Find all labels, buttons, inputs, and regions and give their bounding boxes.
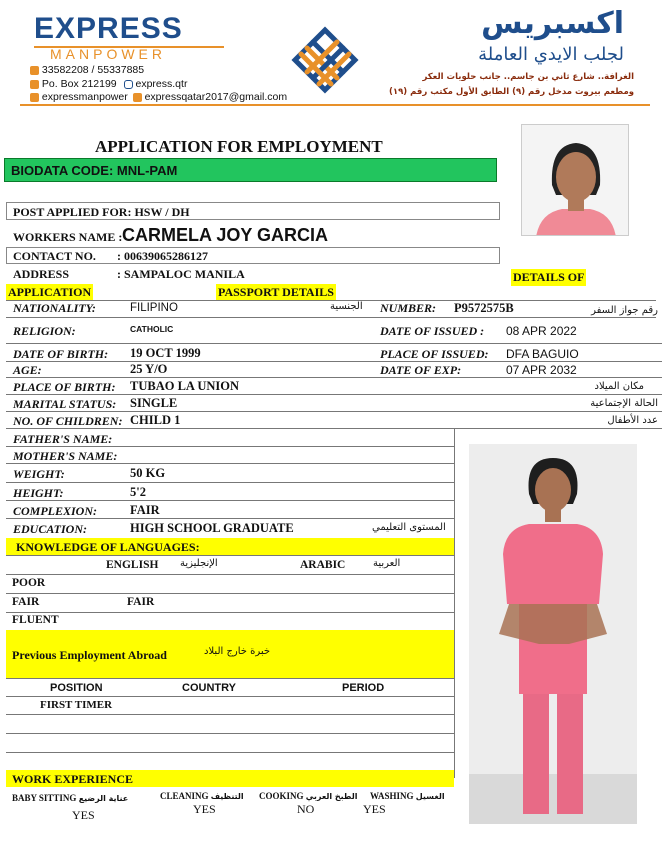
children-ar: عدد الأطفال [607,415,658,426]
pob-value: TUBAO LA UNION [130,379,240,393]
arabic-ar: العربية [373,558,401,569]
grid-line [6,593,454,594]
grid-line [6,482,454,483]
height-value: 5'2 [130,485,146,499]
brand-sub-ar: لجلب الايدي العاملة [478,44,624,65]
marital-ar: الحالة الإجتماعية [590,398,658,409]
first-timer: FIRST TIMER [40,699,113,711]
skill-babysitting-value: YES [72,808,95,822]
dob-label: DATE OF BIRTH: [13,347,109,361]
english-ar: الإنجليزية [180,558,218,569]
details-of: DETAILS OF [513,270,585,284]
date-issued-label: DATE OF ISSUED : [380,324,485,338]
application-heading: APPLICATION [8,285,92,299]
height-label: HEIGHT: [13,486,64,500]
grid-line [6,500,454,501]
pob-label: PLACE OF BIRTH: [13,380,116,394]
grid-line [6,612,454,613]
contact-pobox: Po. Box 212199 express.qtr [30,78,187,90]
form-title: APPLICATION FOR EMPLOYMENT [95,137,383,156]
complexion-value: FAIR [130,503,160,517]
col-position: POSITION [50,682,103,694]
passport-number-label: NUMBER: [380,301,437,315]
post-applied-box [6,202,500,220]
grid-line [6,361,662,362]
place-issued: DFA BAGUIO [506,347,579,361]
grid-line [454,428,455,778]
phone-icon [30,66,39,75]
languages-heading: KNOWLEDGE OF LANGUAGES: [16,540,200,554]
workers-name: CARMELA JOY GARCIA [122,225,329,245]
skill-cleaning-value: YES [193,802,216,816]
age-value: 25 Y/O [130,362,168,376]
employment-heading: Previous Employment Abroad [12,648,167,662]
grid-line [6,678,454,679]
grid-line [6,714,454,715]
grid-line [6,733,454,734]
mother-label: MOTHER'S NAME: [13,449,118,463]
date-issued: 08 APR 2022 [506,324,577,338]
passport-number: P9572575B [454,301,514,315]
mail-icon [30,80,39,89]
grid-line [6,317,656,318]
passport-details-heading: PASSPORT DETAILS [218,285,334,299]
post-applied: POST APPLIED FOR: HSW / DH [13,205,190,219]
skill-cooking: COOKING الطبخ العربي [259,791,358,801]
col-period: PERIOD [342,682,385,694]
grid-line [6,377,662,378]
english-level: FAIR [127,596,155,608]
nationality-label: NATIONALITY: [13,301,96,315]
education-ar: المستوى التعليمي [372,522,446,533]
contact-email: expressmanpower expressqatar2017@gmail.com [30,91,287,103]
address-label: ADDRESS [13,267,70,281]
age-label: AGE: [13,363,42,377]
education-value: HIGH SCHOOL GRADUATE [130,521,294,535]
grid-line [6,463,454,464]
brand-name-en: EXPRESS [34,12,183,45]
education-label: EDUCATION: [13,522,88,536]
company-logo-icon [285,20,365,98]
place-issued-label: PLACE OF ISSUED: [380,347,489,361]
skill-babysitting: BABY SITTING عناية الرضيع [12,793,129,803]
contact-phone: 33582208 / 55337885 [30,64,144,76]
grid-line [6,343,662,344]
lang-row-fluent: FLUENT [12,614,59,626]
address-ar-1: الغرافة.. شارع ثاني بن جاسم.. جانب حلويات العكر [422,72,634,82]
email-icon [133,93,142,102]
marital-label: MARITAL STATUS: [13,397,117,411]
marital-value: SINGLE [130,396,178,410]
arabic-label: ARABIC [300,559,346,571]
contact-value: : 00639065286127 [117,249,208,263]
lang-row-poor: POOR [12,577,46,589]
religion-label: RELIGION: [13,324,76,338]
address-ar-2: ومطعم بيروت مدخل رقم (٩) الطابق الأول مكتب رقم (١٩) [389,87,634,97]
dob-value: 19 OCT 1999 [130,346,201,360]
date-exp-label: DATE OF EXP: [380,363,462,377]
nationality-value: FILIPINO [130,302,178,314]
grid-line [6,574,454,575]
address-value: : SAMPALOC MANILA [117,267,245,281]
header-rule [20,104,650,106]
grid-line [6,428,662,429]
weight-label: WEIGHT: [13,467,65,481]
employment-heading-ar: خبرة خارج البلاد [204,646,271,657]
contact-label: CONTACT NO. [13,249,96,263]
grid-line [6,518,454,519]
nationality-ar: الجنسية [330,301,363,312]
applicant-fullbody-photo [469,444,637,824]
facebook-icon [30,93,39,102]
children-value: CHILD 1 [130,413,181,427]
skill-washing-value: YES [363,802,386,816]
instagram-icon [124,80,133,89]
passport-number-ar: رقم جواز السفر [591,305,658,316]
religion-value: CATHOLIC [130,324,174,334]
pob-ar: مكان الميلاد [594,381,644,392]
grid-line [6,446,454,447]
lang-row-fair: FAIR [12,596,40,608]
grid-line [6,394,662,395]
biodata-code-bar [4,158,497,182]
grid-line [6,411,662,412]
date-exp: 07 APR 2032 [506,363,577,377]
english-label: ENGLISH [106,559,159,571]
skill-cooking-value: NO [297,802,315,816]
applicant-headshot [521,124,629,236]
grid-line [6,752,454,753]
work-heading: WORK EXPERIENCE [12,772,134,786]
grid-line [6,555,454,556]
brand-name-ar: اكسبريس [481,6,624,41]
col-country: COUNTRY [182,682,236,694]
header [0,0,664,108]
complexion-label: COMPLEXION: [13,504,98,518]
father-label: FATHER'S NAME: [13,432,113,446]
grid-line [6,696,454,697]
skill-washing: WASHING الغسيل [370,791,445,801]
skill-cleaning: CLEANING التنظيف [160,791,244,801]
children-label: NO. OF CHILDREN: [13,414,123,428]
biodata-code: BIODATA CODE: MNL-PAM [11,163,178,178]
weight-value: 50 KG [130,466,166,480]
brand-sub-en: MANPOWER [50,46,166,62]
workers-name-label: WORKERS NAME : [13,230,123,244]
